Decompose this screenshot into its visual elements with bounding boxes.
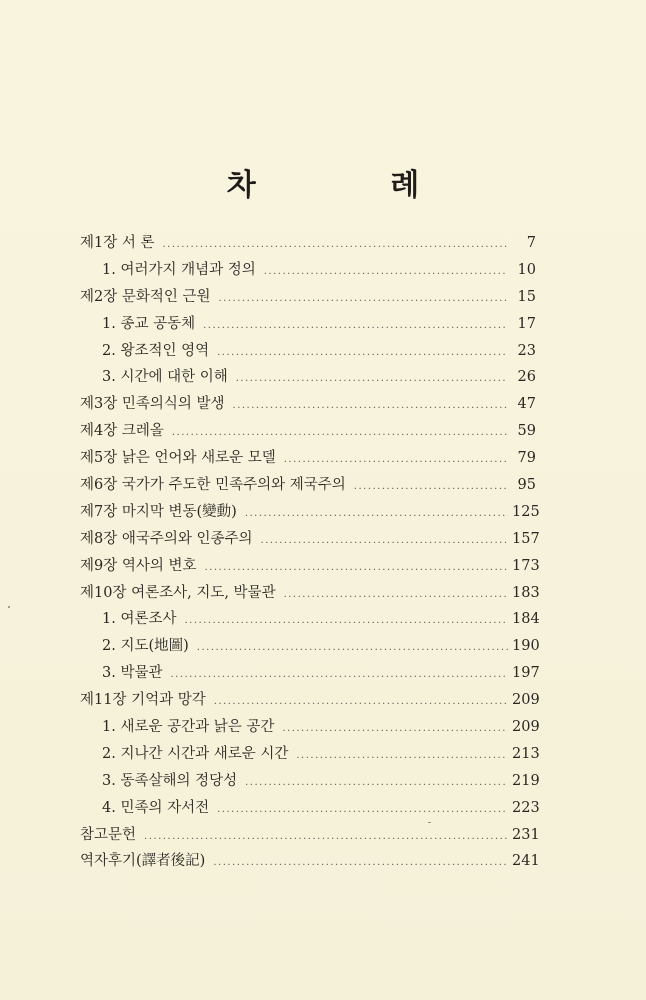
toc-entry-label: 3. 동족살해의 정당성 — [102, 772, 238, 789]
toc-entry-label: 제4장 크레올 — [80, 423, 164, 440]
toc-page-number: 223 — [512, 799, 540, 816]
dot-leader — [172, 420, 508, 447]
toc-subsection — [80, 660, 540, 687]
toc-subsection — [80, 364, 536, 391]
dot-leader — [217, 340, 508, 367]
toc-page-number: 125 — [512, 503, 540, 520]
paper-speck — [428, 822, 431, 823]
toc-entry-label: 제11장 기억과 망각 — [80, 692, 206, 709]
toc-page-number: 7 — [526, 235, 536, 251]
toc-page-number: 95 — [517, 477, 536, 494]
toc-subsection — [80, 714, 540, 741]
toc-entry-label: 참고문헌 — [80, 826, 137, 843]
toc-entry-label: 역자후기(譯者後記) — [80, 853, 206, 870]
dot-leader — [213, 850, 508, 877]
dot-leader — [205, 555, 509, 582]
toc-entry-label: 4. 민족의 자서전 — [102, 799, 210, 816]
toc-subsection — [80, 633, 540, 660]
toc-chapter — [80, 687, 540, 714]
toc-chapter — [80, 580, 540, 607]
toc-subsection — [80, 606, 540, 633]
toc-entry-label: 2. 지나간 시간과 새로운 시간 — [102, 745, 289, 762]
dot-leader — [296, 743, 508, 770]
toc-page-number: 26 — [517, 369, 536, 386]
toc-subsection — [80, 768, 540, 795]
toc-page-number: 173 — [512, 557, 540, 574]
dot-leader — [184, 608, 508, 635]
dot-leader — [354, 474, 508, 501]
toc-subsection — [80, 311, 536, 338]
toc-page-number: 17 — [517, 315, 536, 332]
toc-page-number: 184 — [512, 611, 540, 628]
dot-leader — [162, 232, 508, 259]
dot-leader — [282, 716, 508, 743]
toc-entry-label: 3. 시간에 대한 이해 — [102, 369, 228, 386]
toc-page-number: 231 — [512, 826, 540, 843]
toc-chapter — [80, 391, 536, 418]
toc-page-number: 183 — [512, 584, 540, 601]
toc-page-number: 79 — [517, 450, 536, 467]
toc-entry-label: 2. 왕조적인 영역 — [102, 342, 210, 359]
toc-entry-label: 3. 박물관 — [102, 665, 163, 682]
dot-leader — [197, 635, 508, 662]
dot-leader — [245, 770, 508, 797]
toc-subsection — [80, 741, 540, 768]
toc-page-number: 197 — [512, 665, 540, 682]
dot-leader — [261, 528, 508, 555]
toc-chapter — [80, 822, 540, 849]
table-of-contents — [80, 230, 540, 875]
toc-chapter — [80, 472, 536, 499]
dot-leader — [264, 259, 508, 286]
page-title: 차 례 — [226, 168, 482, 203]
dot-leader — [236, 366, 508, 393]
toc-chapter — [80, 526, 540, 553]
toc-page-number: 59 — [517, 423, 536, 440]
dot-leader — [170, 662, 508, 689]
toc-entry-label: 1. 새로운 공간과 낡은 공간 — [102, 719, 275, 736]
toc-entry-label: 제8장 애국주의와 인종주의 — [80, 530, 253, 547]
dot-leader — [284, 447, 508, 474]
toc-subsection — [80, 338, 536, 365]
toc-page-number: 209 — [512, 719, 540, 736]
dot-leader — [284, 582, 508, 609]
toc-page-number: 219 — [512, 772, 540, 789]
toc-page-number: 241 — [512, 853, 540, 870]
toc-entry-label: 제9장 역사의 변호 — [80, 557, 197, 574]
toc-entry-label: 제6장 국가가 주도한 민족주의와 제국주의 — [80, 477, 346, 494]
toc-page-number: 157 — [512, 530, 540, 547]
toc-entry-label: 2. 지도(地圖) — [102, 638, 189, 655]
dot-leader — [219, 286, 509, 313]
toc-page-number: 190 — [512, 638, 540, 655]
toc-entry-label: 제7장 마지막 변동(變動) — [80, 503, 237, 520]
toc-subsection — [80, 795, 540, 822]
toc-chapter — [80, 848, 540, 875]
toc-chapter — [80, 445, 536, 472]
toc-entry-label: 제3장 민족의식의 발생 — [80, 396, 225, 413]
toc-page-number: 213 — [512, 745, 540, 762]
toc-page-number: 15 — [517, 288, 536, 305]
toc-entry-label: 제5장 낡은 언어와 새로운 모델 — [80, 450, 276, 467]
toc-entry-label: 제2장 문화적인 근원 — [80, 288, 211, 305]
dot-leader — [245, 501, 508, 528]
toc-chapter — [80, 553, 540, 580]
toc-page-number: 23 — [517, 342, 536, 359]
toc-page-number: 209 — [512, 692, 540, 709]
dot-leader — [217, 797, 508, 824]
toc-entry-label: 1. 여러가지 개념과 정의 — [102, 261, 256, 278]
toc-chapter — [80, 284, 536, 311]
toc-page-number: 47 — [517, 396, 536, 413]
toc-subsection — [80, 257, 536, 284]
toc-chapter — [80, 418, 536, 445]
dot-leader — [233, 393, 508, 420]
toc-entry-label: 제1장 서 론 — [80, 235, 155, 251]
dot-leader — [203, 313, 508, 340]
toc-chapter — [80, 499, 540, 526]
dot-leader — [144, 824, 508, 851]
toc-entry-label: 1. 종교 공동체 — [102, 315, 196, 332]
dot-leader — [214, 689, 508, 716]
toc-entry-label: 1. 여론조사 — [102, 611, 177, 628]
toc-page-number: 10 — [517, 261, 536, 278]
paper-speck — [8, 606, 10, 608]
toc-chapter — [80, 230, 536, 257]
toc-entry-label: 제10장 여론조사, 지도, 박물관 — [80, 584, 276, 601]
